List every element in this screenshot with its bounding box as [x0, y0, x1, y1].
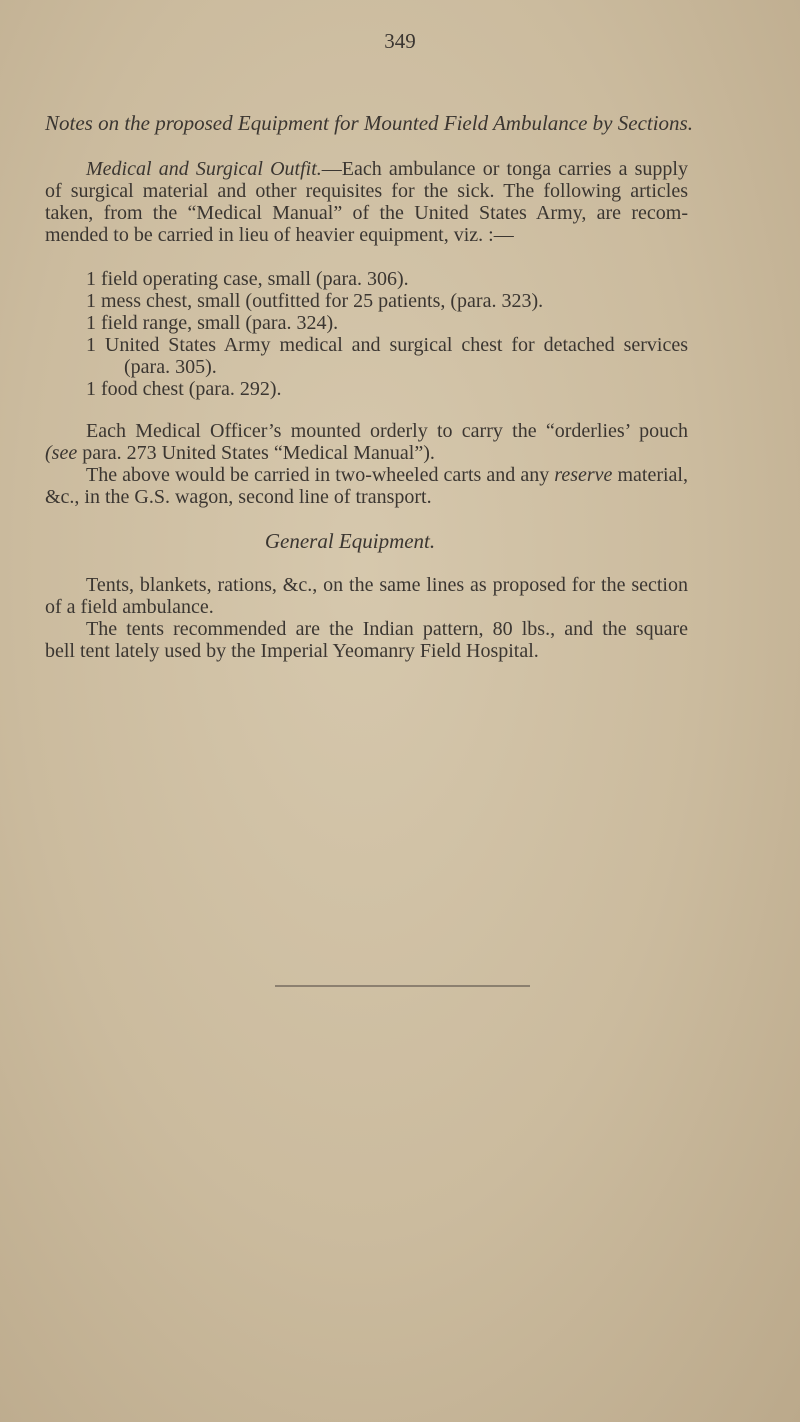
orderly-line-2: [45, 442, 435, 464]
text: The above would be carried in two-wheeled carts and any: [86, 464, 555, 486]
general-line-2: of a field ambulance.: [45, 596, 214, 618]
medical-heading: Medical and Surgical Outfit.: [86, 158, 322, 180]
page-number: 349: [384, 29, 416, 53]
orderly-line-3: [86, 464, 688, 486]
divider-rule: [275, 985, 530, 987]
list-item: 1 field range, small (para. 324).: [86, 312, 339, 334]
orderly-line-4: &c., in the G.S. wagon, second line of transport.: [45, 486, 432, 508]
see-word: (see: [45, 442, 78, 464]
list-item: 1 food chest (para. 292).: [86, 378, 282, 400]
orderly-ref: para. 273 United States “Medical Manual”).: [77, 442, 435, 464]
list-item-continuation: (para. 305).: [124, 356, 217, 378]
orderly-line-1: Each Medical Officer’s mounted orderly to carry the “orderlies’ pouch: [86, 420, 688, 442]
medical-text: —Each ambulance or tonga carries a supply: [321, 158, 688, 180]
medical-line-4: mended to be carried in lieu of heavier equipment, viz. :—: [45, 224, 514, 246]
medical-line-3: taken, from the “Medical Manual” of the United States Army, are recom-: [45, 202, 688, 224]
general-line-1: Tents, blankets, rations, &c., on the same lines as proposed for the section: [86, 574, 688, 596]
list-item: 1 field operating case, small (para. 306).: [86, 268, 409, 290]
reserve-word: reserve: [554, 464, 613, 486]
general-line-3: The tents recommended are the Indian pattern, 80 lbs., and the square: [86, 618, 688, 640]
page-title: Notes on the proposed Equipment for Mounted Field Ambulance by Sections.: [45, 111, 693, 135]
medical-line-2: of surgical material and other requisites for the sick. The following articles: [45, 180, 688, 202]
list-item: 1 mess chest, small (outfitted for 25 patients, (para. 323).: [86, 290, 544, 312]
general-line-4: bell tent lately used by the Imperial Yeomanry Field Hospital.: [45, 640, 539, 662]
text: material,: [612, 464, 688, 486]
medical-line-1: [86, 158, 688, 180]
list-item: 1 United States Army medical and surgical chest for detached services: [86, 334, 688, 356]
section-heading: General Equipment.: [264, 529, 436, 553]
